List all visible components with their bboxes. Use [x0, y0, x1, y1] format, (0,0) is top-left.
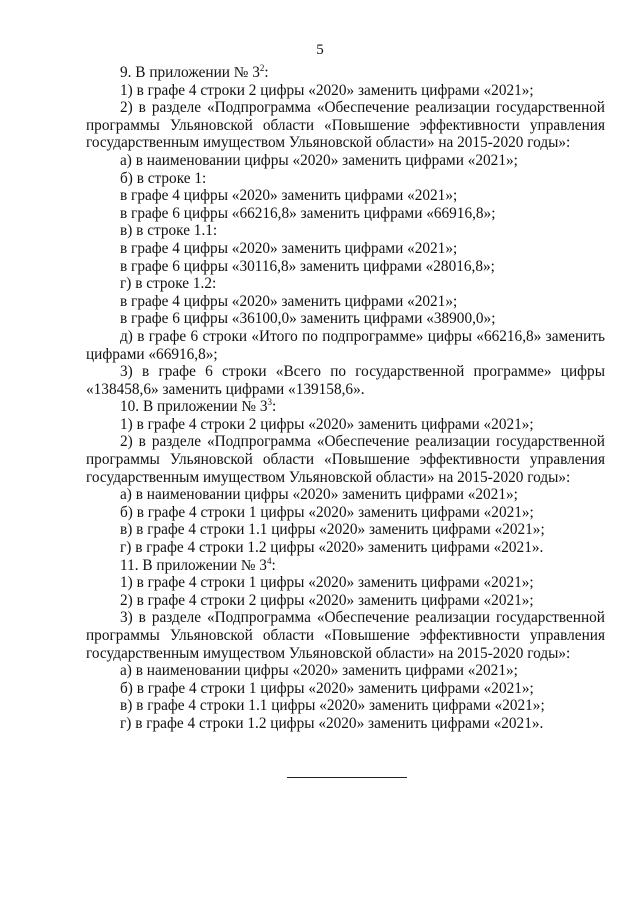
item-10-heading-end: : — [272, 398, 277, 416]
item-10-b: б) в графе 4 строки 1 цифры «2020» заменить цифрами «2021»; — [120, 503, 534, 521]
item-10-sub-2-line1: 2) в разделе «Подпрограмма «Обеспечение реализации государственной — [120, 433, 605, 451]
item-11-b: б) в графе 4 строки 1 цифры «2020» заменить цифрами «2021»; — [120, 679, 534, 697]
item-10-superscript: 3 — [267, 397, 273, 408]
item-9-v: в) в строке 1.1: — [120, 222, 218, 240]
document-body — [86, 64, 605, 733]
item-11-sub-1: 1) в графе 4 строки 1 цифры «2020» заменить цифрами «2021»; — [120, 574, 534, 592]
item-10-sub-2-line3: государственным имуществом Ульяновской области» на 2015-2020 годы»: — [86, 468, 571, 486]
closing-rule — [287, 777, 407, 778]
item-11-v: в) в графе 4 строки 1.1 цифры «2020» заменить цифрами «2021»; — [120, 697, 545, 715]
item-9-heading — [86, 64, 605, 82]
item-9-g: г) в строке 1.2: — [120, 275, 217, 293]
item-9-sub-2-line3: государственным имуществом Ульяновской области» на 2015-2020 годы»: — [86, 134, 571, 152]
item-11-superscript: 4 — [266, 555, 272, 566]
item-10-sub-2-line2: программы Ульяновской области «Повышение эффективности управления — [86, 451, 605, 469]
item-9-heading-text: 9. В приложении № 3 — [120, 64, 260, 81]
item-11-heading-text: 11. В приложении № 3 — [120, 556, 267, 574]
item-9-heading-end: : — [264, 64, 269, 81]
item-11-a: а) в наименовании цифры «2020» заменить цифрами «2021»; — [120, 662, 518, 680]
item-10-heading — [86, 398, 605, 416]
item-9-sub-3-line1: 3) в графе 6 строки «Всего по государственной программе» цифры — [120, 363, 605, 381]
item-10-g: г) в графе 4 строки 1.2 цифры «2020» заменить цифрами «2021». — [120, 539, 544, 557]
item-9-sub-2-line1: 2) в разделе «Подпрограмма «Обеспечение реализации государственной — [120, 99, 605, 117]
item-9-g-2: в графе 6 цифры «36100,0» заменить цифрами «38900,0»; — [120, 310, 496, 328]
item-11-heading — [86, 557, 605, 575]
item-9-a: а) в наименовании цифры «2020» заменить цифрами «2021»; — [120, 151, 518, 169]
item-11-g: г) в графе 4 строки 1.2 цифры «2020» заменить цифрами «2021». — [120, 714, 544, 732]
item-9-b-1: в графе 4 цифры «2020» заменить цифрами «2021»; — [120, 187, 458, 205]
item-9-v-2: в графе 6 цифры «30116,8» заменить цифрами «28016,8»; — [120, 257, 495, 275]
item-9-sub-3-line2: «138458,6» заменить цифрами «139158,6». — [86, 380, 365, 398]
item-10-v: в) в графе 4 строки 1.1 цифры «2020» заменить цифрами «2021»; — [120, 521, 545, 539]
item-9-d-line1: д) в графе 6 строки «Итого по подпрограмме» цифры «66216,8» заменить — [120, 327, 605, 345]
item-11-sub-3-line3: государственным имуществом Ульяновской области» на 2015-2020 годы»: — [86, 644, 571, 662]
page-number: 5 — [316, 42, 324, 58]
item-9-sub-1: 1) в графе 4 строки 2 цифры «2020» заменить цифрами «2021»; — [120, 81, 534, 99]
item-9-d-line2: цифрами «66916,8»; — [86, 345, 218, 363]
item-11-sub-3-line2: программы Ульяновской области «Повышение эффективности управления — [86, 627, 605, 644]
item-11-sub-2: 2) в графе 4 строки 2 цифры «2020» заменить цифрами «2021»; — [120, 591, 534, 609]
item-9-g-1: в графе 4 цифры «2020» заменить цифрами «2021»; — [120, 292, 458, 310]
item-11-sub-3-line1: 3) в разделе «Подпрограмма «Обеспечение реализации государственной — [120, 609, 605, 627]
item-9-superscript: 2 — [259, 63, 265, 73]
item-9-sub-2-line2: программы Ульяновской области «Повышение эффективности управления — [86, 116, 605, 134]
item-9-v-1: в графе 4 цифры «2020» заменить цифрами «2021»; — [120, 239, 458, 257]
item-10-heading-text: 10. В приложении № 3 — [120, 398, 268, 416]
item-11-heading-end: : — [271, 556, 276, 574]
item-10-a: а) в наименовании цифры «2020» заменить цифрами «2021»; — [120, 486, 518, 504]
item-9-b: б) в строке 1: — [120, 169, 207, 187]
item-10-sub-1: 1) в графе 4 строки 2 цифры «2020» заменить цифрами «2021»; — [120, 415, 534, 433]
item-9-b-2: в графе 6 цифры «66216,8» заменить цифрами «66916,8»; — [120, 204, 496, 222]
